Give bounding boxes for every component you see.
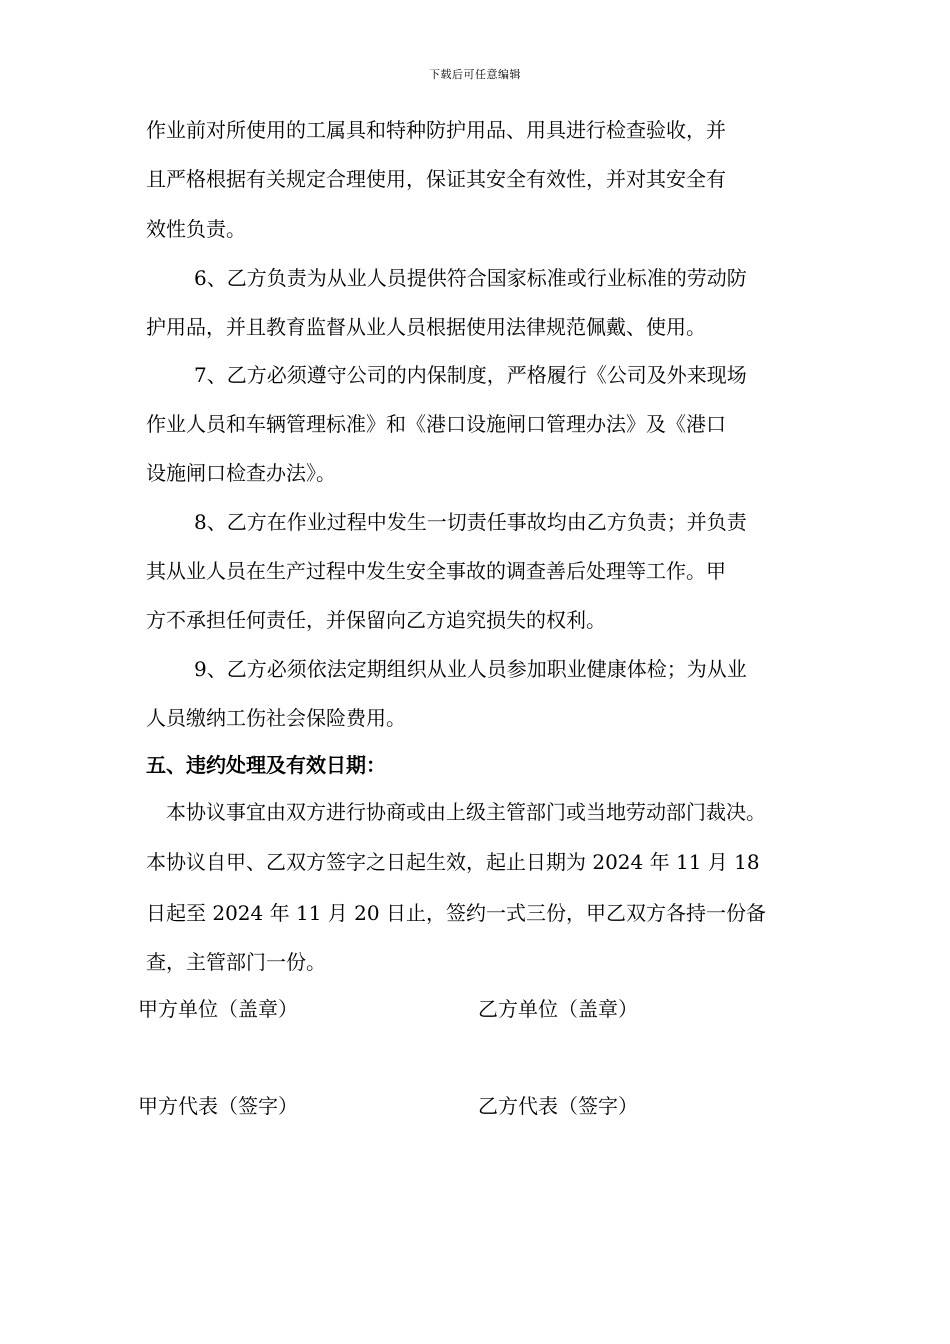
- body-line: 效性负责。: [146, 217, 246, 241]
- party-a-rep-label: 甲方代表（签字）: [138, 1094, 298, 1118]
- party-b-rep-label: 乙方代表（签字）: [478, 1094, 638, 1118]
- section-line: 日起至 2024 年 11 月 20 日止，签约一式三份，甲乙双方各持一份备: [146, 901, 766, 925]
- body-line: 其从业人员在生产过程中发生安全事故的调查善后处理等工作。甲: [146, 559, 726, 583]
- body-line: 8、乙方在作业过程中发生一切责任事故均由乙方负责；并负责: [194, 510, 747, 534]
- section-heading: 五、违约处理及有效日期：: [146, 753, 386, 777]
- body-line: 设施闸口检查办法》。: [146, 461, 336, 485]
- body-line: 9、乙方必须依法定期组织从业人员参加职业健康体检；为从业: [194, 657, 747, 681]
- body-line: 且严格根据有关规定合理使用，保证其安全有效性，并对其安全有: [146, 167, 726, 191]
- page-header: 下载后可任意编辑: [429, 68, 521, 81]
- body-line: 6、乙方负责为从业人员提供符合国家标准或行业标准的劳动防: [194, 266, 747, 290]
- body-line: 作业人员和车辆管理标准》和《港口设施闸口管理办法》及《港口: [146, 412, 726, 436]
- section-line: 本协议自甲、乙双方签字之日起生效，起止日期为 2024 年 11 月 18: [146, 850, 760, 874]
- party-a-unit-label: 甲方单位（盖章）: [138, 997, 298, 1021]
- party-b-unit-label: 乙方单位（盖章）: [478, 997, 638, 1021]
- section-line: 查，主管部门一份。: [146, 950, 326, 974]
- body-line: 护用品，并且教育监督从业人员根据使用法律规范佩戴、使用。: [146, 315, 706, 339]
- body-line: 作业前对所使用的工属具和特种防护用品、用具进行检查验收，并: [146, 118, 726, 142]
- body-line: 方不承担任何责任，并保留向乙方追究损失的权利。: [146, 608, 606, 632]
- section-line: 本协议事宜由双方进行协商或由上级主管部门或当地劳动部门裁决。: [166, 800, 766, 824]
- body-line: 7、乙方必须遵守公司的内保制度，严格履行《公司及外来现场: [194, 363, 747, 387]
- body-line: 人员缴纳工伤社会保险费用。: [146, 706, 406, 730]
